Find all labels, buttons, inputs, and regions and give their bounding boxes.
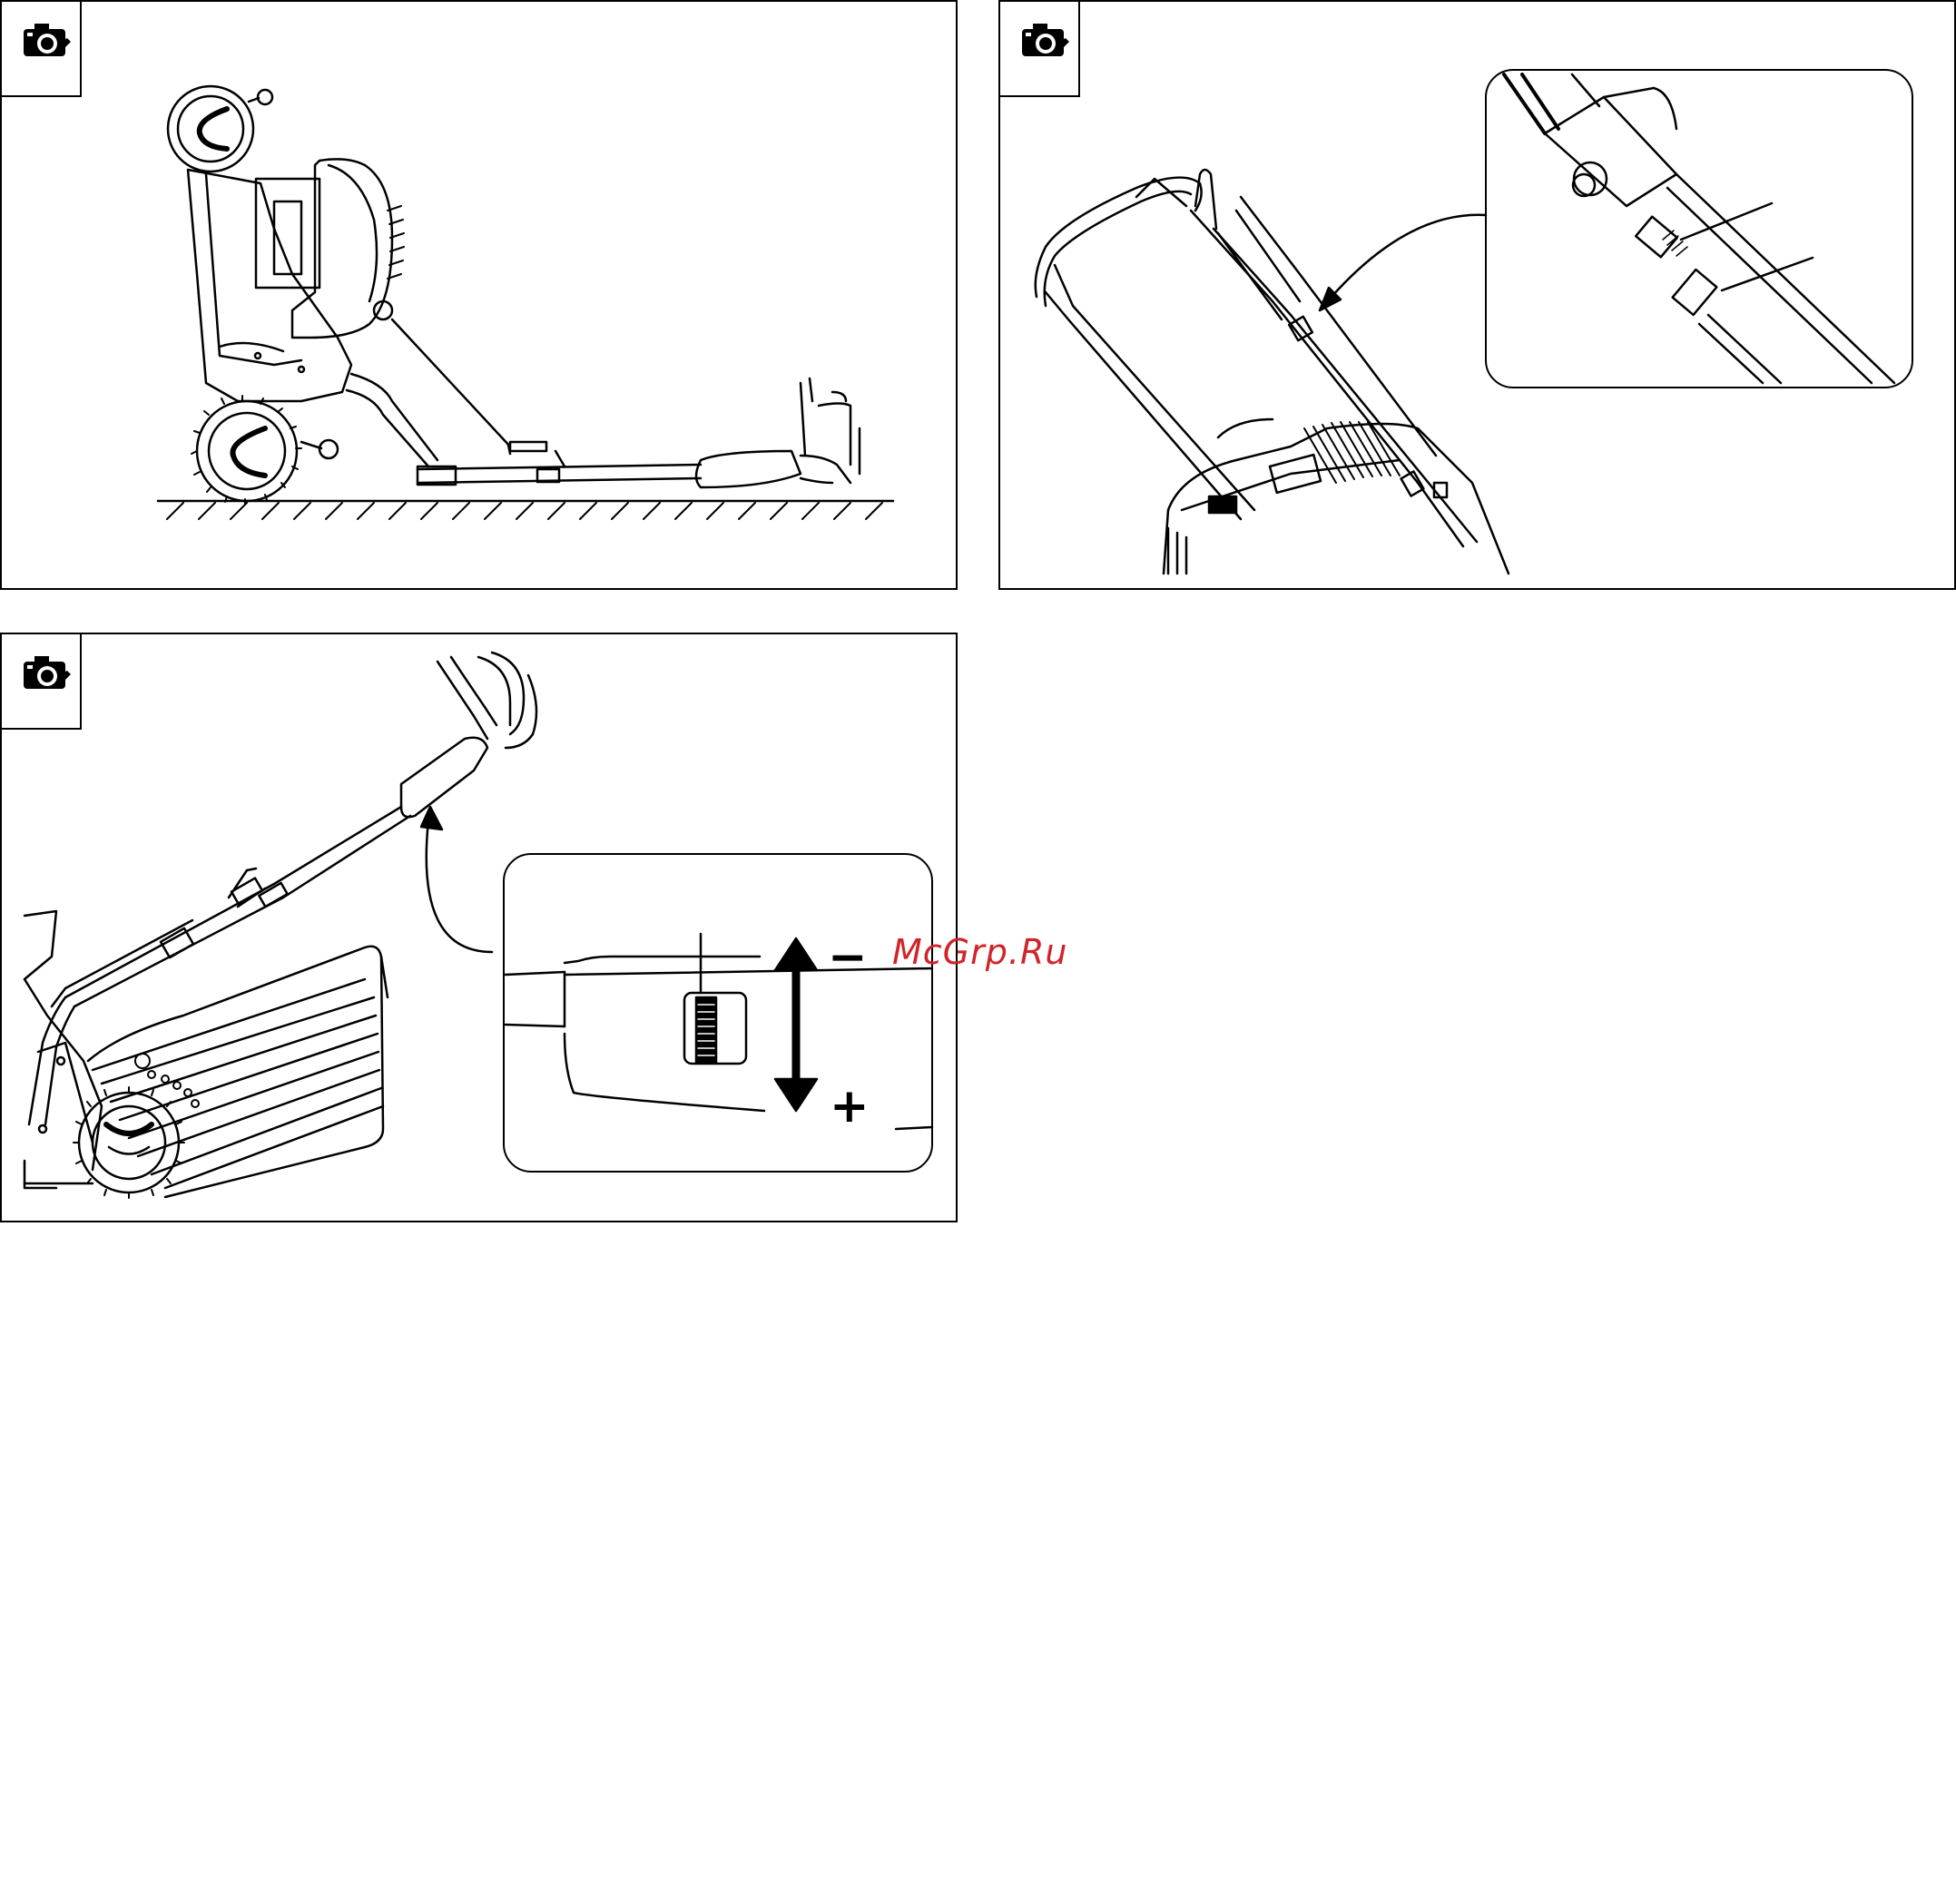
figure-panel-upright-mower xyxy=(0,0,958,590)
cable-adjustment-illustration xyxy=(1000,2,1956,590)
figure-panel-handle-adjustment xyxy=(0,633,958,1222)
figure-panel-cable-adjustment xyxy=(998,0,1956,590)
increase-sign: + xyxy=(830,1079,870,1134)
watermark: McGrp.Ru xyxy=(892,932,1068,972)
upright-mower-illustration xyxy=(2,2,958,590)
decrease-sign: − xyxy=(828,930,868,985)
handle-adjustment-illustration xyxy=(2,634,958,1222)
